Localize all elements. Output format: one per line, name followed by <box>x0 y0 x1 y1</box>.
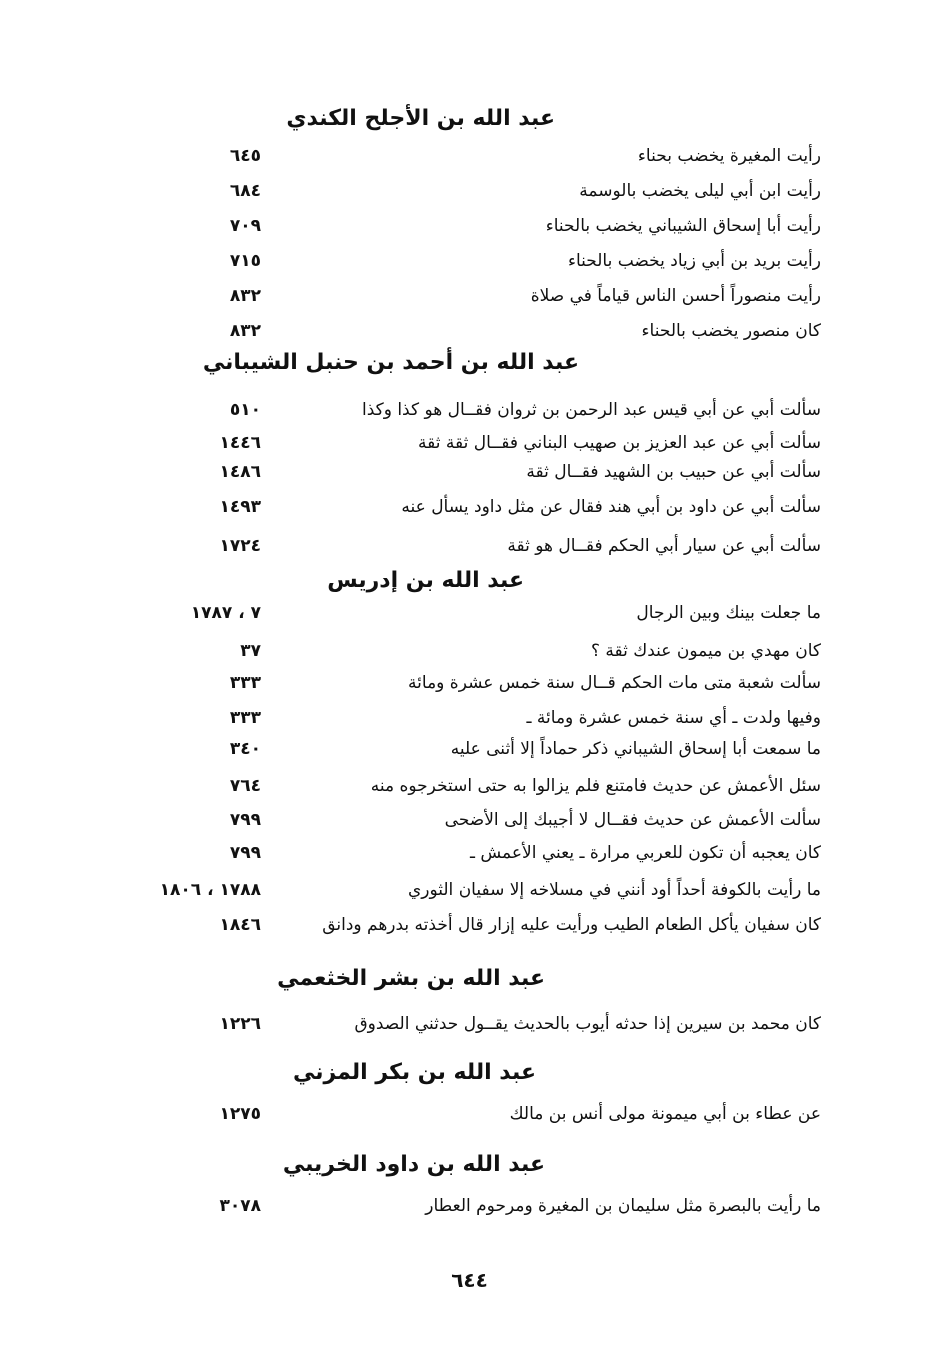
entry-text: كان محمد بن سيرين إذا حدثه أيوب بالحديث يقــول حدثني الصدوق <box>354 1014 821 1034</box>
entry-reference: ٥١٠ <box>229 400 261 420</box>
entry-text: رأيت ابن أبي ليلى يخضب بالوسمة <box>579 181 821 201</box>
entry-reference: ١٤٨٦ <box>219 462 261 482</box>
entry-text: كان يعجبه أن تكون للعربي مرارة ـ يعني الأعمش ـ <box>469 843 821 863</box>
entry-text: سألت أبي عن داود بن أبي هند فقال عن مثل داود يسأل عنه <box>401 497 821 517</box>
section-heading: عبد الله بن الأجلح الكندي <box>286 106 555 131</box>
entry-reference: ٧ ، ١٧٨٧ <box>190 603 261 623</box>
entry-text: ما رأيت بالبصرة مثل سليمان بن المغيرة ومرحوم العطار <box>425 1196 821 1216</box>
entry-reference: ١٤٩٣ <box>219 497 261 517</box>
entry-reference: ٧٠٩ <box>229 216 261 236</box>
entry-reference: ٣٣٣ <box>229 708 261 728</box>
entry-reference: ١٢٢٦ <box>219 1014 261 1034</box>
entry-reference: ٣٣٣ <box>229 673 261 693</box>
section-heading: عبد الله بن إدريس <box>327 568 524 593</box>
entry-reference: ٣٧ <box>240 641 261 661</box>
entry-text: رأيت أبا إسحاق الشيباني يخضب بالحناء <box>545 216 821 236</box>
entry-text: ما رأيت بالكوفة أحداً أود أنني في مسلاخه إلا سفيان الثوري <box>407 880 821 900</box>
entry-reference: ٨٣٢ <box>229 321 261 341</box>
section-heading: عبد الله بن أحمد بن حنبل الشيباني <box>202 350 579 375</box>
section-heading: عبد الله بن بكر المزني <box>292 1060 536 1085</box>
entry-reference: ٣٤٠ <box>229 739 261 759</box>
entry-reference: ٨٣٢ <box>229 286 261 306</box>
entry-text: كان مهدي بن ميمون عندك ثقة ؟ <box>590 641 821 661</box>
entry-text: سألت أبي عن حبيب بن الشهيد فقــال ثقة <box>526 462 821 482</box>
entry-text: سألت أبي عن سيار أبي الحكم فقــال هو ثقة <box>507 536 821 556</box>
entry-reference: ١٧٢٤ <box>219 536 261 556</box>
entry-reference: ٣٠٧٨ <box>219 1196 261 1216</box>
entry-reference: ٧٩٩ <box>229 810 261 830</box>
entry-text: سألت أبي عن أبي قيس عبد الرحمن بن ثروان فقــال هو كذا وكذا <box>361 400 821 420</box>
entry-reference: ٦٨٤ <box>229 181 261 201</box>
entry-text: ما سمعت أبا إسحاق الشيباني ذكر حماداً إلا أثنى عليه <box>450 739 821 759</box>
entry-text: سألت أبي عن عبد العزيز بن صهيب البناني فقــال ثقة ثقة <box>418 433 821 453</box>
entry-text: كان سفيان يأكل الطعام الطيب ورأيت عليه إزار قال أخذته بدرهم ودانق <box>322 915 821 935</box>
entry-reference: ٦٤٥ <box>229 146 261 166</box>
page-number: ٦٤٤ <box>451 1268 488 1292</box>
entry-text: سألت شعبة متى مات الحكم قــال سنة خمس عشرة ومائة <box>408 673 821 693</box>
entry-text: رأيت المغيرة يخضب بحناء <box>637 146 821 166</box>
section-heading: عبد الله بن داود الخريبي <box>282 1152 545 1177</box>
entry-text: ما جعلت بينك وبين الرجال <box>636 603 821 623</box>
entry-text: عن عطاء بن أبي ميمونة مولى أنس بن مالك <box>509 1104 821 1124</box>
entry-reference: ٧٦٤ <box>229 776 261 796</box>
entry-text: سئل الأعمش عن حديث فامتنع فلم يزالوا به حتى استخرجوه منه <box>370 776 821 796</box>
entry-reference: ١٤٤٦ <box>219 433 261 453</box>
entry-reference: ١٨٤٦ <box>219 915 261 935</box>
entry-text: رأيت بريد بن أبي زياد يخضب بالحناء <box>567 251 821 271</box>
entry-text: وفيها ولدت ـ أي سنة خمس عشرة ومائة ـ <box>526 708 821 728</box>
entry-reference: ١٧٨٨ ، ١٨٠٦ <box>159 880 261 900</box>
section-heading: عبد الله بن بشر الخثعمي <box>277 966 545 991</box>
entry-reference: ١٢٧٥ <box>219 1104 261 1124</box>
entry-reference: ٧٩٩ <box>229 843 261 863</box>
entry-text: كان منصور يخضب بالحناء <box>641 321 821 341</box>
entry-reference: ٧١٥ <box>229 251 261 271</box>
entry-text: سألت الأعمش عن حديث فقــال لا أجيبك إلى الأضحى <box>444 810 821 830</box>
entry-text: رأيت منصوراً أحسن الناس قياماً في صلاة <box>530 286 821 306</box>
